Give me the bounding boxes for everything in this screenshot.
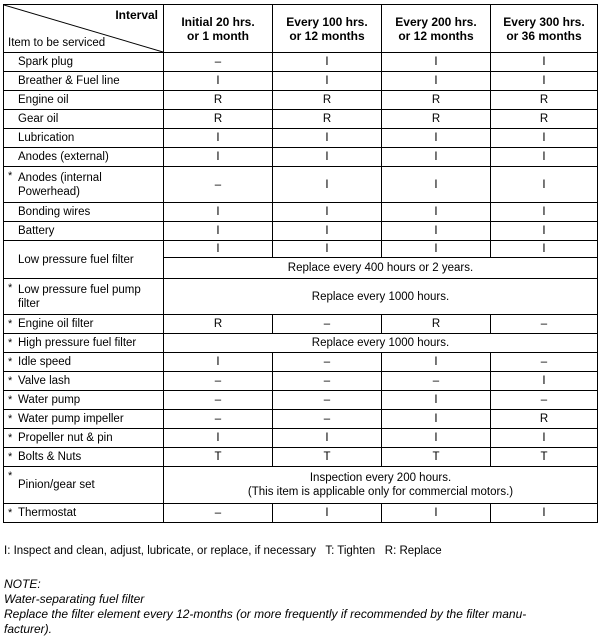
- item-cell: [4, 429, 164, 448]
- table-row: [4, 203, 598, 222]
- item-name: Breather & Fuel line: [18, 75, 120, 87]
- item-name: Pinion/gear set: [18, 479, 95, 491]
- interval-cell: I: [273, 167, 382, 203]
- maintenance-schedule-table: [3, 4, 598, 523]
- interval-cell: I: [164, 429, 273, 448]
- col-header-200: [382, 5, 491, 53]
- item-cell: [4, 353, 164, 372]
- item-cell: [4, 372, 164, 391]
- span-note-cell: Replace every 1000 hours.: [164, 279, 598, 315]
- item-name: Water pump impeller: [18, 413, 124, 425]
- item-name: Thermostat: [18, 507, 77, 519]
- interval-cell: I: [382, 203, 491, 222]
- interval-cell: R: [273, 91, 382, 110]
- replacement-note-cell: Replace every 400 hours or 2 years.: [164, 258, 598, 279]
- interval-cell: I: [273, 504, 382, 523]
- interval-cell: R: [382, 91, 491, 110]
- interval-cell: I: [273, 203, 382, 222]
- interval-cell: R: [164, 91, 273, 110]
- interval-cell: T: [273, 448, 382, 467]
- item-cell: [4, 167, 164, 203]
- table-row: [4, 241, 598, 258]
- interval-cell: –: [164, 410, 273, 429]
- table-row: [4, 429, 598, 448]
- asterisk-marker: *: [8, 170, 13, 182]
- interval-cell: I: [164, 353, 273, 372]
- item-cell: [4, 504, 164, 523]
- item-cell: [4, 315, 164, 334]
- interval-cell: I: [164, 72, 273, 91]
- interval-cell: I: [491, 148, 598, 167]
- item-cell: [4, 467, 164, 504]
- header-row: [4, 5, 598, 53]
- col-header-text: Every 300 hrs. or 36 months: [503, 14, 585, 43]
- interval-cell: I: [382, 429, 491, 448]
- item-cell: [4, 241, 164, 279]
- interval-cell: I: [382, 148, 491, 167]
- item-name: Spark plug: [18, 56, 73, 68]
- asterisk-marker: *: [8, 356, 13, 368]
- interval-cell: I: [382, 222, 491, 241]
- col-header-text: Every 100 hrs. or 12 months: [286, 14, 368, 43]
- note-title: NOTE:: [4, 577, 41, 591]
- interval-cell: I: [491, 72, 598, 91]
- asterisk-marker: *: [8, 337, 13, 349]
- table-row: [4, 129, 598, 148]
- table-row: [4, 334, 598, 353]
- interval-cell: –: [273, 410, 382, 429]
- item-cell: [4, 334, 164, 353]
- interval-cell: R: [164, 315, 273, 334]
- table-row: [4, 391, 598, 410]
- item-name: Battery: [18, 225, 55, 237]
- interval-cell: I: [273, 429, 382, 448]
- interval-cell: I: [164, 203, 273, 222]
- item-name: Propeller nut & pin: [18, 432, 113, 444]
- interval-cell: –: [164, 391, 273, 410]
- asterisk-marker: *: [8, 507, 13, 519]
- interval-cell: I: [273, 222, 382, 241]
- interval-cell: –: [491, 353, 598, 372]
- item-name: Gear oil: [18, 113, 59, 125]
- interval-label: Interval: [115, 8, 158, 22]
- item-cell: [4, 110, 164, 129]
- asterisk-marker: *: [8, 394, 13, 406]
- item-name: Lubrication: [18, 132, 75, 144]
- interval-cell: T: [491, 448, 598, 467]
- note-line-2: Replace the filter element every 12-months (or more frequently if recommended by the filter manu-: [4, 607, 527, 621]
- interval-cell: –: [164, 504, 273, 523]
- interval-cell: I: [273, 53, 382, 72]
- interval-cell: I: [491, 203, 598, 222]
- item-name: High pressure fuel filter: [18, 337, 137, 349]
- interval-cell: I: [382, 353, 491, 372]
- item-cell: [4, 448, 164, 467]
- table-row: [4, 467, 598, 504]
- interval-cell: I: [491, 429, 598, 448]
- interval-cell: –: [273, 391, 382, 410]
- interval-cell: I: [491, 167, 598, 203]
- item-cell: [4, 91, 164, 110]
- interval-cell: I: [382, 72, 491, 91]
- item-name: Low pressure fuel filter: [18, 253, 134, 266]
- asterisk-marker: *: [8, 375, 13, 387]
- interval-cell: R: [382, 315, 491, 334]
- interval-cell: R: [491, 410, 598, 429]
- item-cell: [4, 222, 164, 241]
- item-cell: [4, 279, 164, 315]
- span-note-cell: Replace every 1000 hours.: [164, 334, 598, 353]
- note-line-3: facturer).: [4, 622, 53, 636]
- interval-cell: T: [382, 448, 491, 467]
- item-name: Bolts & Nuts: [18, 451, 82, 463]
- col-header-100: [273, 5, 382, 53]
- asterisk-marker: *: [8, 318, 13, 330]
- interval-cell: I: [164, 129, 273, 148]
- table-row: [4, 353, 598, 372]
- interval-cell: I: [491, 372, 598, 391]
- interval-cell: I: [273, 129, 382, 148]
- item-name: Engine oil filter: [18, 318, 94, 330]
- interval-cell: I: [491, 53, 598, 72]
- interval-cell: T: [164, 448, 273, 467]
- interval-cell: –: [273, 372, 382, 391]
- header-corner-cell: [4, 5, 164, 53]
- table-row: [4, 372, 598, 391]
- table-row: [4, 148, 598, 167]
- item-cell: [4, 72, 164, 91]
- interval-cell: I: [382, 410, 491, 429]
- span-note-cell: Inspection every 200 hours. (This item is applicable only for commercial motors.): [164, 467, 598, 504]
- interval-cell: I: [382, 391, 491, 410]
- col-header-300: [491, 5, 598, 53]
- item-name: Engine oil: [18, 94, 69, 106]
- interval-cell: I: [273, 148, 382, 167]
- note-line-1: Water-separating fuel filter: [4, 592, 145, 606]
- interval-cell: –: [164, 372, 273, 391]
- interval-cell: –: [273, 315, 382, 334]
- interval-cell: R: [491, 91, 598, 110]
- item-cell: [4, 148, 164, 167]
- table-row: [4, 72, 598, 91]
- item-name: Low pressure fuel pump filter: [18, 283, 141, 310]
- interval-cell: I: [382, 129, 491, 148]
- asterisk-marker: *: [8, 451, 13, 463]
- interval-cell: R: [382, 110, 491, 129]
- item-cell: [4, 203, 164, 222]
- col-header-text: Every 200 hrs. or 12 months: [395, 14, 477, 43]
- interval-cell: I: [382, 504, 491, 523]
- item-label: Item to be serviced: [8, 37, 106, 49]
- asterisk-marker: *: [8, 470, 13, 482]
- interval-cell: I: [491, 222, 598, 241]
- interval-cell: –: [491, 391, 598, 410]
- table-row: [4, 410, 598, 429]
- col-header-initial: [164, 5, 273, 53]
- table-row: [4, 279, 598, 315]
- interval-cell: I: [382, 241, 491, 258]
- table-row: [4, 110, 598, 129]
- note-block: [4, 577, 596, 637]
- interval-cell: –: [273, 353, 382, 372]
- interval-cell: I: [491, 504, 598, 523]
- interval-cell: –: [491, 315, 598, 334]
- table-body: [4, 53, 598, 523]
- table-row: [4, 91, 598, 110]
- interval-cell: I: [382, 167, 491, 203]
- table-row: [4, 448, 598, 467]
- item-cell: [4, 53, 164, 72]
- table-row: [4, 315, 598, 334]
- col-header-text: Initial 20 hrs. or 1 month: [181, 14, 255, 43]
- table-row: [4, 222, 598, 241]
- item-cell: [4, 391, 164, 410]
- interval-cell: I: [273, 241, 382, 258]
- item-name: Bonding wires: [18, 206, 91, 218]
- interval-cell: I: [491, 129, 598, 148]
- item-cell: [4, 129, 164, 148]
- interval-cell: I: [273, 72, 382, 91]
- item-name: Anodes (external): [18, 151, 109, 163]
- interval-cell: I: [491, 241, 598, 258]
- legend: I: Inspect and clean, adjust, lubricate, or replace, if necessary T: Tighten R: Replace: [4, 545, 442, 557]
- item-name: Anodes (internal Powerhead): [18, 171, 102, 198]
- interval-cell: I: [164, 222, 273, 241]
- item-name: Valve lash: [18, 375, 71, 387]
- asterisk-marker: *: [8, 282, 13, 294]
- table-row: [4, 53, 598, 72]
- interval-cell: –: [164, 167, 273, 203]
- asterisk-marker: *: [8, 413, 13, 425]
- interval-cell: I: [164, 241, 273, 258]
- interval-cell: I: [382, 53, 491, 72]
- interval-cell: I: [164, 148, 273, 167]
- item-name: Idle speed: [18, 356, 72, 368]
- interval-cell: –: [164, 53, 273, 72]
- item-name: Water pump: [18, 394, 81, 406]
- table-row: [4, 504, 598, 523]
- table-row: [4, 167, 598, 203]
- interval-cell: R: [164, 110, 273, 129]
- interval-cell: –: [382, 372, 491, 391]
- interval-cell: R: [273, 110, 382, 129]
- item-cell: [4, 410, 164, 429]
- asterisk-marker: *: [8, 432, 13, 444]
- interval-cell: R: [491, 110, 598, 129]
